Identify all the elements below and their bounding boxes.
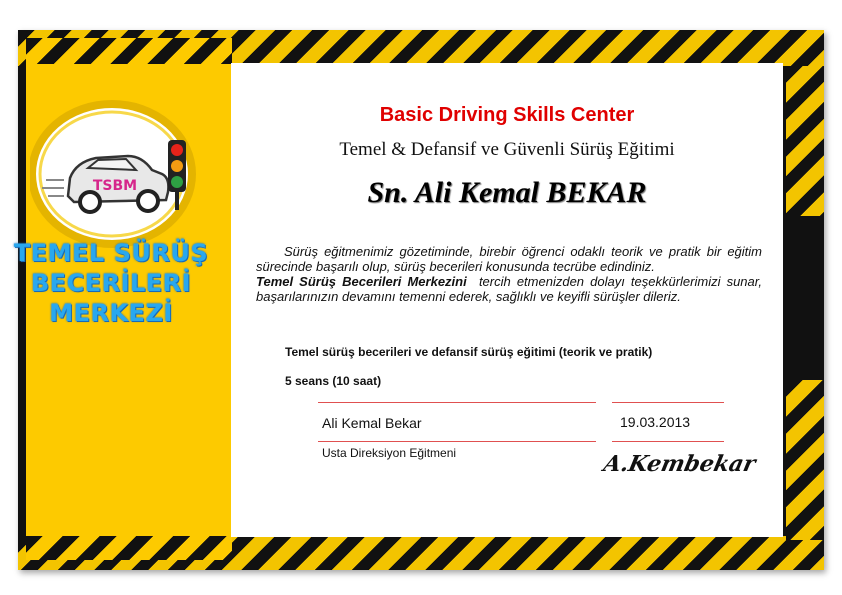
certificate-title-english: Basic Driving Skills Center [379, 104, 635, 126]
signature-line-bottom-right [612, 441, 724, 442]
signature-line-top-right [612, 402, 724, 403]
instructor-signature: A.Kembekar [601, 451, 758, 477]
logo-text: TSBM [92, 178, 138, 194]
certificate-body [256, 244, 762, 304]
instructor-title: Usta Direksiyon Eğitmeni [322, 446, 457, 460]
brand-line-2: BECERİLERİ [30, 269, 192, 297]
hazard-stripes-right-lower [786, 380, 824, 540]
certificate-date: 19.03.2013 [620, 414, 691, 430]
brand-line-1: TEMEL SÜRÜŞ [13, 239, 209, 267]
panel-stripes-bottom [26, 536, 232, 560]
brand-name [8, 238, 214, 328]
recipient-name: Sn. Ali Kemal BEKAR [367, 176, 647, 209]
signature-line-bottom-left [318, 441, 596, 442]
course-name: Temel sürüş becerileri ve defansif sürüş eğitimi (teorik ve pratik) [285, 345, 653, 359]
body-text-bold: Temel Sürüş Becerileri Merkezini [256, 274, 467, 289]
brand-line-3: MERKEZİ [49, 299, 173, 327]
driving-school-logo [30, 100, 200, 248]
instructor-name: Ali Kemal Bekar [322, 415, 422, 431]
body-text-part2: tercih etmenizden dolayı teşekkürlerimizi sunar, başarılarınızın devamını temenni ederek, sağlıklı ve keyifli sürüşler dileriz. [256, 274, 762, 304]
certificate-title-turkish: Temel & Defansif ve Güvenli Sürüş Eğitimi [339, 139, 675, 160]
course-duration: 5 seans (10 saat) [285, 374, 382, 388]
panel-stripes-top [26, 38, 232, 64]
hazard-stripes-right-upper [786, 66, 824, 216]
body-text-part1: Sürüş eğitmenimiz gözetiminde, birebir öğrenci odaklı teorik ve pratik bir eğitim sürecinde başarılı olup, sürüş becerileri konusunda tecrübe edindiniz. [256, 244, 762, 274]
signature-line-top-left [318, 402, 596, 403]
